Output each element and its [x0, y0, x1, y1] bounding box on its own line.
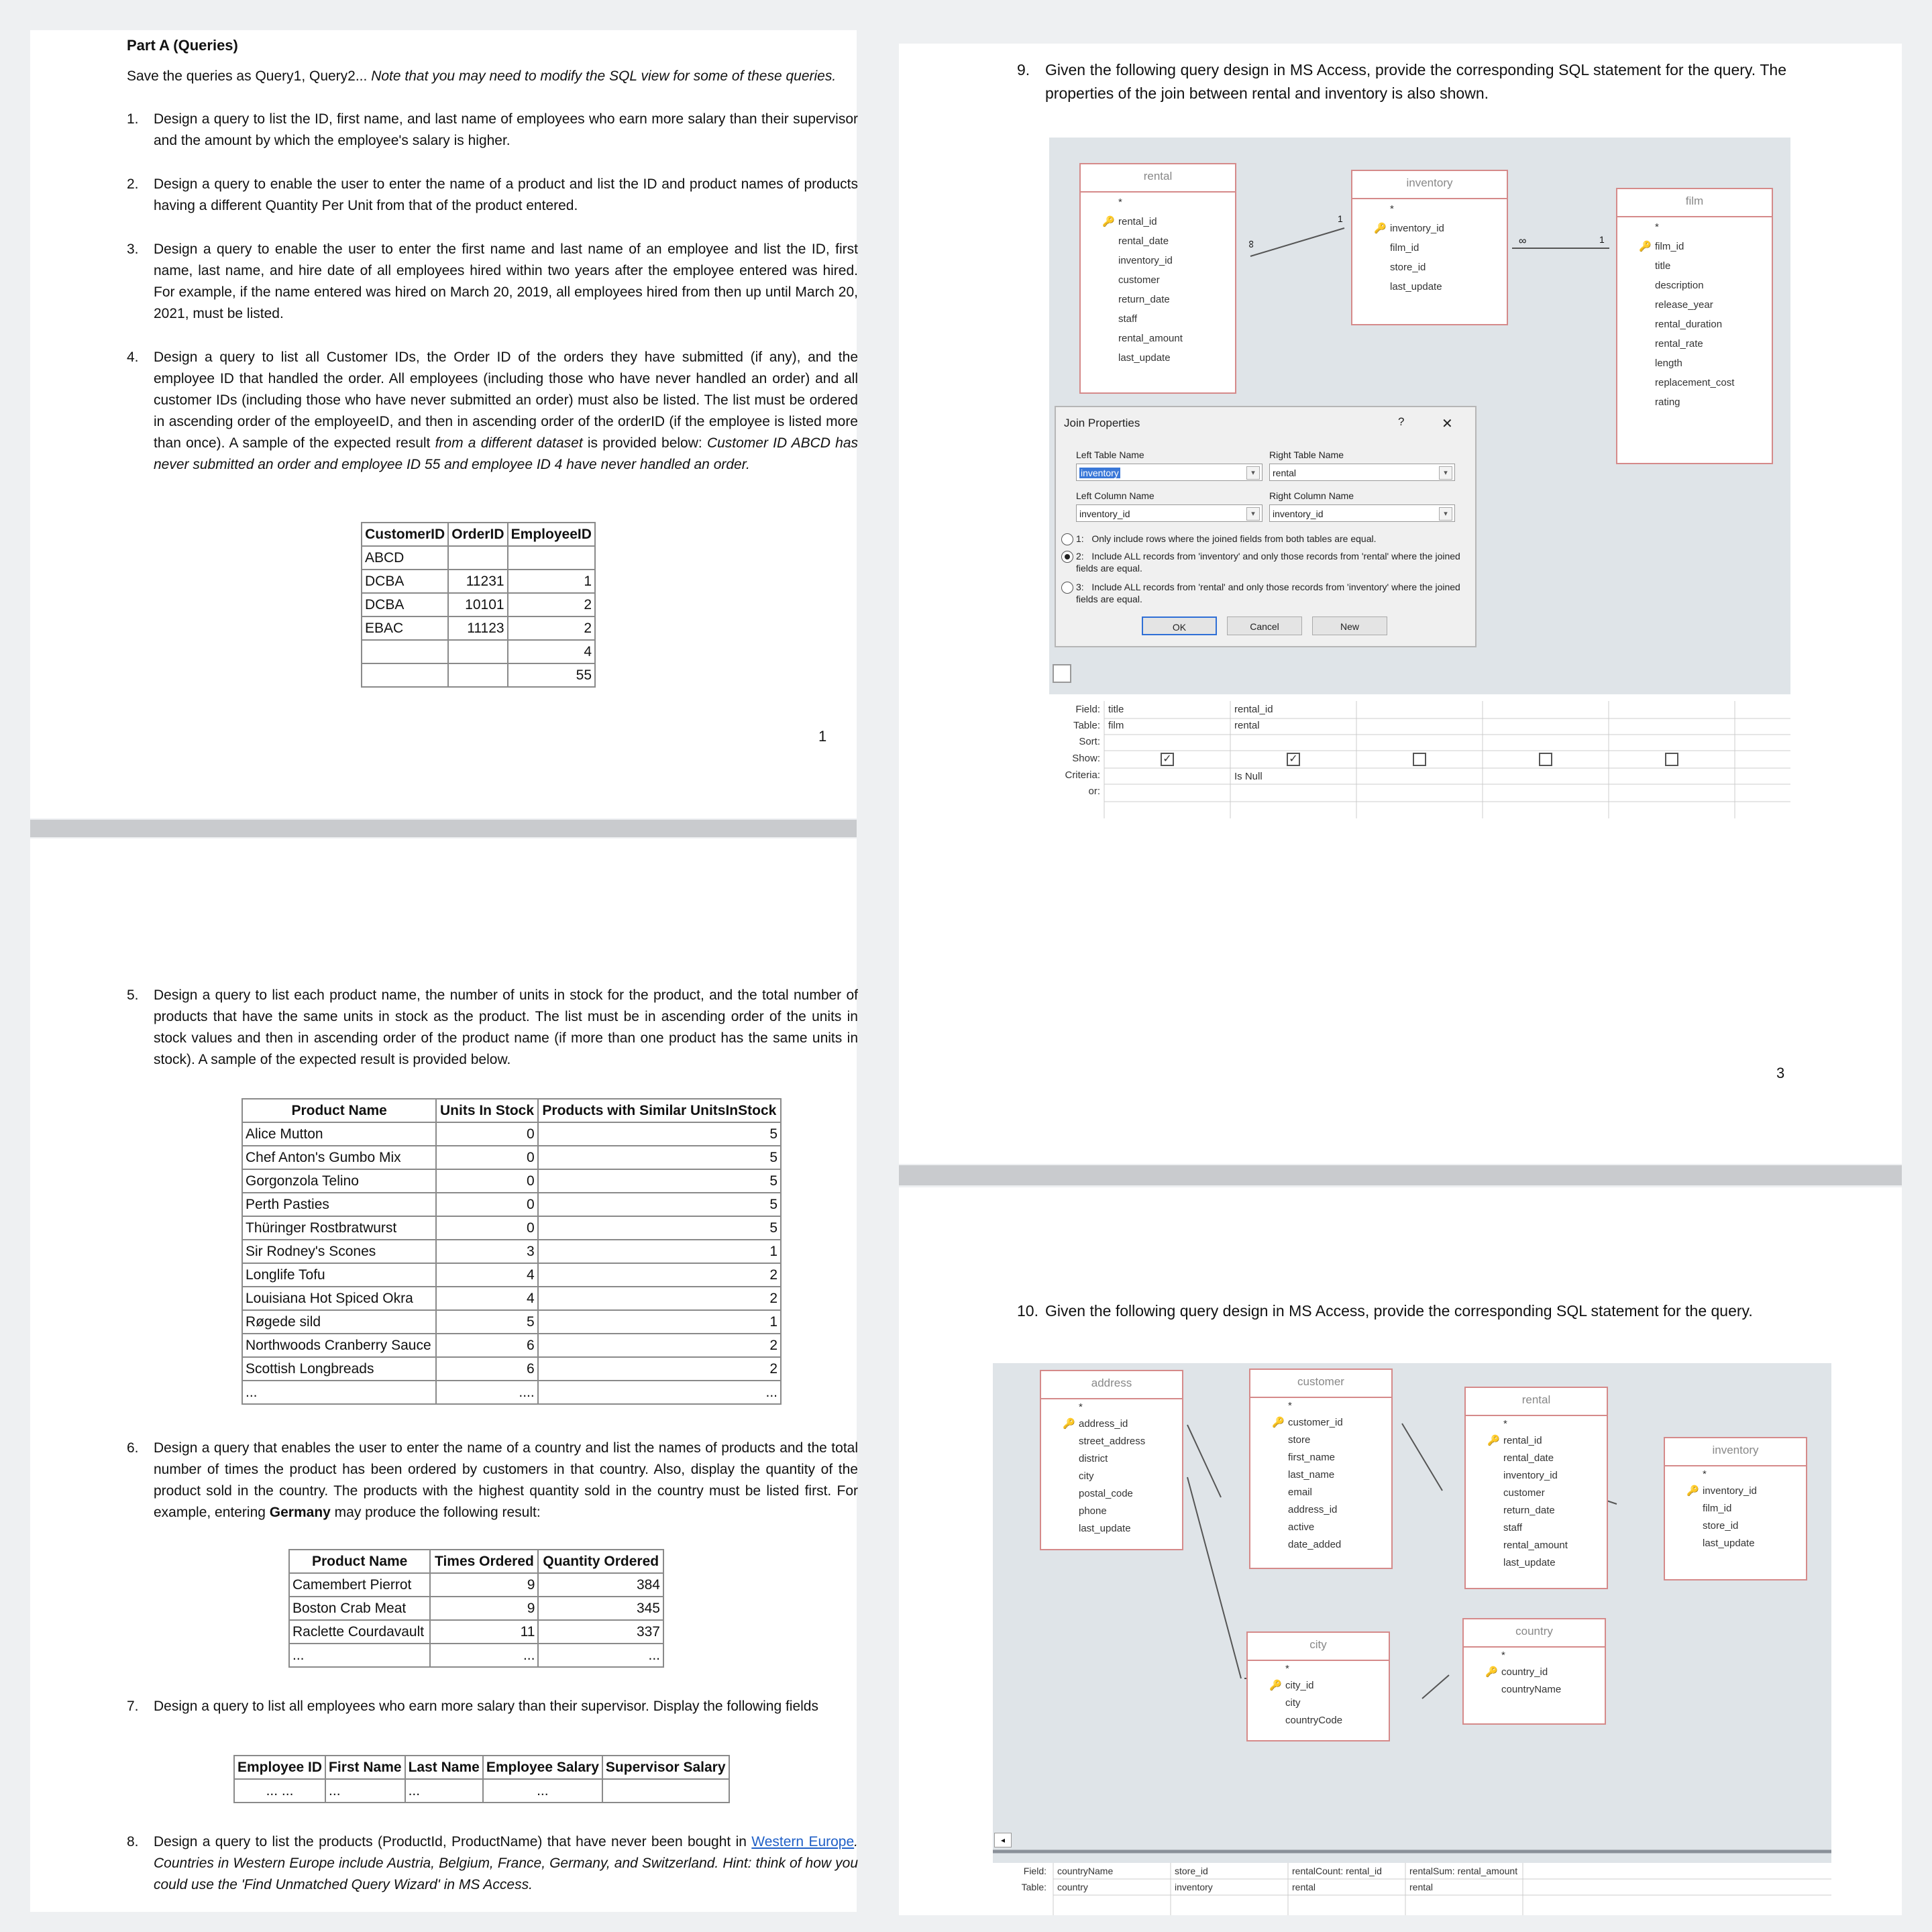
field-item[interactable]: return_date — [1118, 294, 1170, 305]
key-field[interactable]: 🔑 country_id — [1464, 1664, 1605, 1681]
key-field[interactable]: 🔑 city_id — [1248, 1677, 1389, 1695]
question-9-text: Given the following query design in MS Access, provide the corresponding SQL statement for the query. The properties of the join between rental and inventory is also shown. — [1045, 61, 1786, 102]
question-5-text: Design a query to list each product name, the number of units in stock for the product, and the total number of products that have the same units in stock as the product. The list must be in ascending order of the units in stock values and then in ascending order of the product name (if more than one product has the same units in stock). A sample of the expected result is provided below. — [154, 987, 858, 1067]
question-number: 10. — [1017, 1302, 1038, 1320]
table-row: Scottish Longbreads 6 2 — [242, 1357, 781, 1381]
page-number: 3 — [1776, 1065, 1785, 1081]
field-item[interactable]: active — [1288, 1521, 1315, 1533]
show-checkbox[interactable]: ✓ — [1161, 753, 1174, 766]
table-row: Thüringer Rostbratwurst 0 5 — [242, 1216, 781, 1240]
question-number: 4. — [127, 350, 139, 365]
field-item[interactable]: customer — [1503, 1487, 1545, 1499]
field-item[interactable]: phone — [1079, 1505, 1107, 1517]
key-icon: 🔑 — [1485, 1666, 1498, 1678]
grid-field-cell[interactable]: rentalSum: rental_amount — [1409, 1866, 1518, 1876]
cancel-button[interactable]: Cancel — [1227, 616, 1302, 635]
column-header: Product Name — [242, 1099, 436, 1122]
one-symbol: 1 — [1599, 234, 1605, 245]
left-table-select[interactable]: inventory ▾ — [1076, 464, 1263, 481]
field-item[interactable]: last_update — [1079, 1523, 1131, 1534]
join-properties-dialog[interactable] — [1055, 406, 1477, 647]
dialog-title: Join Properties — [1064, 417, 1140, 429]
grid-table-cell[interactable]: rental — [1409, 1882, 1434, 1892]
key-field[interactable]: 🔑 rental_id — [1466, 1432, 1607, 1450]
question-number: 8. — [127, 1834, 139, 1849]
table-row: Raclette Courdavault 11 337 — [289, 1620, 663, 1644]
page-separator — [30, 820, 857, 837]
table-row: ABCD — [362, 546, 595, 570]
table-row: Northwoods Cranberry Sauce 6 2 — [242, 1334, 781, 1357]
join-option-1-radio[interactable] — [1061, 533, 1073, 545]
table-row: DCBA 11231 1 — [362, 570, 595, 593]
ok-button[interactable]: OK — [1142, 616, 1217, 635]
rental-table[interactable] — [1079, 163, 1236, 394]
key-icon: 🔑 — [1269, 1680, 1282, 1691]
key-icon: 🔑 — [1272, 1417, 1285, 1428]
page-separator — [899, 1165, 1902, 1185]
field-item[interactable]: rental_duration — [1655, 319, 1723, 330]
column-header: Times Ordered — [430, 1550, 538, 1573]
column-header: Employee ID — [234, 1756, 325, 1779]
column-header: Employee Salary — [483, 1756, 602, 1779]
key-icon: 🔑 — [1686, 1485, 1699, 1497]
field-table-q7 — [233, 1755, 730, 1803]
row-label: Table: — [1021, 1882, 1046, 1892]
query-design-grid[interactable] — [993, 1863, 1831, 1915]
table-row: Camembert Pierrot 9 384 — [289, 1573, 663, 1597]
grid-table-cell[interactable]: film — [1108, 720, 1124, 731]
question-10-text: Given the following query design in MS Access, provide the corresponding SQL statement for the query. — [1045, 1302, 1753, 1320]
city-table[interactable] — [1246, 1631, 1390, 1741]
field-item[interactable]: rental_rate — [1655, 338, 1703, 350]
many-symbol: ∞ — [1519, 235, 1527, 247]
field-item[interactable]: last_update — [1390, 281, 1442, 292]
table-title: address — [1041, 1371, 1182, 1399]
field-item[interactable]: email — [1288, 1487, 1312, 1498]
column-header: Units In Stock — [436, 1099, 537, 1122]
field-item[interactable]: rating — [1655, 396, 1680, 408]
table-title: rental — [1466, 1388, 1607, 1416]
chevron-down-icon[interactable]: ▾ — [1246, 466, 1260, 480]
field-item[interactable]: date_added — [1288, 1539, 1342, 1550]
show-checkbox[interactable] — [1413, 753, 1426, 766]
star-field[interactable]: * — [1503, 1418, 1507, 1430]
key-icon: 🔑 — [1374, 223, 1387, 234]
question-8-text: Design a query to list the products (ProductId, ProductName) that have never been bought in Western Europe. Countries in Western Europe include Austria, Belgium, France, Germany, and Switzerland. Hint: think of how you could use the 'Find Unmatched Query Wizard' in MS Access. — [154, 1834, 859, 1892]
film-table[interactable] — [1616, 188, 1773, 464]
join-option-3-radio[interactable] — [1061, 582, 1073, 594]
table-row: 55 — [362, 663, 595, 687]
address-table[interactable] — [1040, 1370, 1183, 1550]
show-checkbox[interactable] — [1539, 753, 1552, 766]
intro-paragraph: Save the queries as Query1, Query2... Note that you may need to modify the SQL view for some of these queries. — [127, 68, 837, 84]
question-1-text: Design a query to list the ID, first name, and last name of employees who earn more salary than their supervisor and the amount by which the employee's salary is higher. — [154, 111, 858, 148]
field-item[interactable]: staff — [1503, 1522, 1523, 1534]
field-item[interactable]: city — [1079, 1470, 1094, 1482]
table-row: Chef Anton's Gumbo Mix 0 5 — [242, 1146, 781, 1169]
access-query-design-screenshot — [1049, 138, 1790, 818]
question-number: 6. — [127, 1440, 139, 1456]
document-page-3 — [899, 44, 1902, 1164]
document-page-2 — [30, 839, 857, 1912]
table-row: Gorgonzola Telino 0 5 — [242, 1169, 781, 1193]
show-checkbox[interactable]: ✓ — [1287, 753, 1300, 766]
table-row: ... ... ... ... ... — [234, 1779, 729, 1803]
star-field[interactable]: * — [1703, 1468, 1707, 1480]
key-icon: 🔑 — [1102, 216, 1115, 227]
column-header: EmployeeID — [508, 523, 595, 546]
table-row: 4 — [362, 640, 595, 663]
field-item[interactable]: customer — [1118, 274, 1160, 286]
question-4-text: Design a query to list all Customer IDs, the Order ID of the orders they have submitted (if any), and the employee ID that handled the order. All employees (including those who have never handled an order) and all customer IDs (including those who have never submitted an order) must also be listed. The list must be ordered in ascending order of the employeeID, and then in ascending order of the orderID (if the employee is listed more than once). A sample of the expected result from a different dataset is provided below: Customer ID ABCD has never submitted an order and employee ID 55 and employee ID 4 have never handled an order. — [154, 350, 859, 472]
field-item[interactable]: inventory_id — [1503, 1470, 1558, 1481]
inventory-table[interactable] — [1664, 1437, 1807, 1580]
one-symbol: 1 — [1338, 213, 1343, 224]
question-2-text: Design a query to enable the user to enter the name of a product and list the ID and product names of products having a different Quantity Per Unit from that of the product entered. — [154, 176, 858, 213]
question-number: 9. — [1017, 61, 1030, 78]
customer-table[interactable] — [1249, 1368, 1393, 1569]
question-number: 7. — [127, 1699, 139, 1714]
join-option-1-label: 1: Only include rows where the joined fields from both tables are equal. — [1076, 533, 1377, 544]
row-label: Criteria: — [1065, 769, 1100, 781]
field-item[interactable]: rental_amount — [1503, 1540, 1568, 1551]
rental-table[interactable] — [1464, 1387, 1608, 1589]
field-item[interactable]: postal_code — [1079, 1488, 1133, 1499]
key-field[interactable]: 🔑 film_id — [1617, 237, 1772, 256]
section-heading: Part A (Queries) — [127, 37, 238, 54]
column-header: Product Name — [289, 1550, 430, 1573]
field-item[interactable]: replacement_cost — [1655, 377, 1735, 388]
table-row: Louisiana Hot Spiced Okra 4 2 — [242, 1287, 781, 1310]
field-item[interactable]: last_name — [1288, 1469, 1335, 1481]
table-row: ... ... ... — [289, 1644, 663, 1667]
table-title: rental — [1081, 164, 1235, 193]
scroll-left-icon[interactable]: ◂ — [994, 1833, 1012, 1847]
show-checkbox[interactable] — [1665, 753, 1678, 766]
access-query-design-screenshot — [993, 1363, 1831, 1915]
grid-field-cell[interactable]: rental_id — [1234, 704, 1273, 715]
query-design-grid[interactable] — [1049, 694, 1790, 818]
column-header: CustomerID — [362, 523, 448, 546]
field-item[interactable]: return_date — [1503, 1505, 1555, 1516]
row-label: Field: — [1023, 1866, 1046, 1876]
grid-table-cell[interactable]: inventory — [1175, 1882, 1213, 1892]
field-item[interactable]: first_name — [1288, 1452, 1336, 1463]
field-item[interactable]: film_id — [1390, 242, 1419, 254]
star-field[interactable]: * — [1079, 1401, 1083, 1413]
table-row: Boston Crab Meat 9 345 — [289, 1597, 663, 1620]
column-header: Supervisor Salary — [602, 1756, 729, 1779]
row-label: Sort: — [1079, 736, 1100, 747]
document-page-1 — [30, 30, 857, 818]
field-item[interactable]: title — [1655, 260, 1671, 272]
field-item[interactable]: inventory_id — [1118, 255, 1173, 266]
grid-field-cell[interactable]: title — [1108, 704, 1124, 715]
chevron-down-icon[interactable]: ▾ — [1439, 507, 1452, 521]
question-7-text: Design a query to list all employees who earn more salary than their supervisor. Display the following fields — [154, 1699, 818, 1714]
left-table-label: Left Table Name — [1076, 449, 1144, 460]
row-label: Field: — [1075, 704, 1100, 715]
new-button[interactable]: New — [1312, 616, 1387, 635]
join-option-2-radio[interactable] — [1061, 551, 1073, 563]
field-item[interactable]: address_id — [1288, 1504, 1338, 1515]
field-item[interactable]: countryCode — [1285, 1715, 1343, 1726]
column-header: OrderID — [448, 523, 507, 546]
field-item[interactable]: staff — [1118, 313, 1138, 325]
grid-criteria-cell[interactable]: Is Null — [1234, 771, 1263, 782]
join-option-2-label: 2: Include ALL records from 'inventory' and only those records from 'rental' where the joined fields are equal. — [1076, 551, 1460, 574]
chevron-down-icon[interactable]: ▾ — [1246, 507, 1260, 521]
chevron-down-icon[interactable]: ▾ — [1439, 466, 1452, 480]
star-field[interactable]: * — [1285, 1663, 1289, 1674]
sample-result-table-q4 — [361, 522, 596, 688]
field-item[interactable]: city — [1285, 1697, 1301, 1709]
row-label: or: — [1088, 786, 1100, 797]
table-row: EBAC 11123 2 — [362, 616, 595, 640]
field-item[interactable]: store_id — [1703, 1520, 1739, 1532]
question-number: 1. — [127, 111, 139, 127]
grid-field-cell[interactable]: rentalCount: rental_id — [1292, 1866, 1382, 1876]
table-row: ... .... ... — [242, 1381, 781, 1404]
field-item[interactable]: rental_amount — [1118, 333, 1183, 344]
question-number: 5. — [127, 987, 139, 1003]
western-europe-link[interactable]: Western Europe — [751, 1834, 855, 1849]
right-column-select[interactable]: inventory_id ▾ — [1269, 504, 1455, 522]
field-item[interactable]: film_id — [1703, 1503, 1732, 1514]
field-item[interactable]: rental_date — [1503, 1452, 1554, 1464]
star-field[interactable]: * — [1655, 221, 1659, 233]
star-field[interactable]: * — [1118, 197, 1122, 208]
field-item[interactable]: last_update — [1703, 1538, 1755, 1549]
close-icon[interactable]: ✕ — [1442, 417, 1453, 431]
field-item[interactable]: last_update — [1118, 352, 1171, 364]
question-number: 2. — [127, 176, 139, 192]
left-column-select[interactable]: inventory_id ▾ — [1076, 504, 1263, 522]
scroll-box[interactable] — [1053, 664, 1071, 683]
question-number: 3. — [127, 241, 139, 257]
key-icon: 🔑 — [1487, 1435, 1500, 1446]
left-column-label: Left Column Name — [1076, 490, 1155, 501]
key-icon: 🔑 — [1063, 1418, 1075, 1430]
right-table-label: Right Table Name — [1269, 449, 1344, 460]
grid-field-cell[interactable]: store_id — [1175, 1866, 1208, 1876]
sample-result-table-q5 — [241, 1098, 782, 1405]
star-field[interactable]: * — [1390, 203, 1394, 215]
join-option-3-label: 3: Include ALL records from 'rental' and only those records from 'inventory' where the joined fields are equal. — [1076, 582, 1460, 604]
right-table-select[interactable]: rental ▾ — [1269, 464, 1455, 481]
key-field[interactable]: 🔑 rental_id — [1081, 212, 1235, 231]
column-header: Products with Similar UnitsInStock — [538, 1099, 781, 1122]
table-row: Perth Pasties 0 5 — [242, 1193, 781, 1216]
field-item[interactable]: length — [1655, 358, 1682, 369]
grid-table-cell[interactable]: rental — [1292, 1882, 1316, 1892]
field-item[interactable]: description — [1655, 280, 1704, 291]
inventory-table[interactable] — [1351, 170, 1508, 325]
table-row: Sir Rodney's Scones 3 1 — [242, 1240, 781, 1263]
table-row: DCBA 10101 2 — [362, 593, 595, 616]
field-item[interactable]: store — [1288, 1434, 1311, 1446]
grid-table-cell[interactable]: rental — [1234, 720, 1260, 731]
row-label: Show: — [1072, 753, 1100, 764]
table-title: film — [1617, 189, 1772, 217]
document-page-4 — [899, 1187, 1902, 1915]
table-title: inventory — [1352, 171, 1507, 199]
field-item[interactable]: countryName — [1501, 1684, 1562, 1695]
help-button[interactable]: ? — [1398, 415, 1405, 428]
column-header: First Name — [325, 1756, 405, 1779]
table-title: customer — [1250, 1370, 1391, 1398]
star-field[interactable]: * — [1501, 1650, 1505, 1661]
grid-table-cell[interactable]: country — [1057, 1882, 1088, 1892]
key-field[interactable]: 🔑 inventory_id — [1352, 219, 1507, 238]
table-title: country — [1464, 1619, 1605, 1648]
grid-field-cell[interactable]: countryName — [1057, 1866, 1114, 1876]
field-item[interactable]: release_year — [1655, 299, 1713, 311]
column-header: Quantity Ordered — [538, 1550, 663, 1573]
question-3-text: Design a query to enable the user to enter the first name and last name of an employee and list the ID, first name, last name, and hire date of all employees hired within two years after the employee entered was hired. For example, if the name entered was hired on March 20, 2019, all employees hired from then up until March 20, 2021, must be listed. — [154, 241, 858, 321]
field-item[interactable]: last_update — [1503, 1557, 1556, 1568]
key-field[interactable]: 🔑 customer_id — [1250, 1414, 1391, 1432]
key-field[interactable]: 🔑 address_id — [1041, 1415, 1182, 1433]
field-item[interactable]: district — [1079, 1453, 1108, 1464]
table-title: city — [1248, 1633, 1389, 1661]
field-item[interactable]: rental_date — [1118, 235, 1169, 247]
country-table[interactable] — [1462, 1618, 1606, 1725]
table-row: Alice Mutton 0 5 — [242, 1122, 781, 1146]
table-title: inventory — [1665, 1438, 1806, 1466]
sample-result-table-q6 — [288, 1549, 664, 1668]
row-label: Table: — [1073, 720, 1100, 731]
question-6-text: Design a query that enables the user to enter the name of a country and list the names of products and the total number of times the product has been ordered by customers in that country. Also, display the quantity of the product sold in the country. The products with the highest quantity sold in the country must be listed first. For example, entering Germany may produce the following result: — [154, 1440, 858, 1520]
table-row: Røgede sild 5 1 — [242, 1310, 781, 1334]
key-icon: 🔑 — [1639, 241, 1652, 252]
field-item[interactable]: store_id — [1390, 262, 1426, 273]
table-row: Longlife Tofu 4 2 — [242, 1263, 781, 1287]
key-field[interactable]: 🔑 inventory_id — [1665, 1483, 1806, 1500]
star-field[interactable]: * — [1288, 1400, 1292, 1411]
right-column-label: Right Column Name — [1269, 490, 1354, 501]
page-number: 1 — [818, 728, 827, 745]
field-item[interactable]: street_address — [1079, 1436, 1146, 1447]
many-symbol: ∞ — [1245, 240, 1257, 248]
column-header: Last Name — [405, 1756, 483, 1779]
